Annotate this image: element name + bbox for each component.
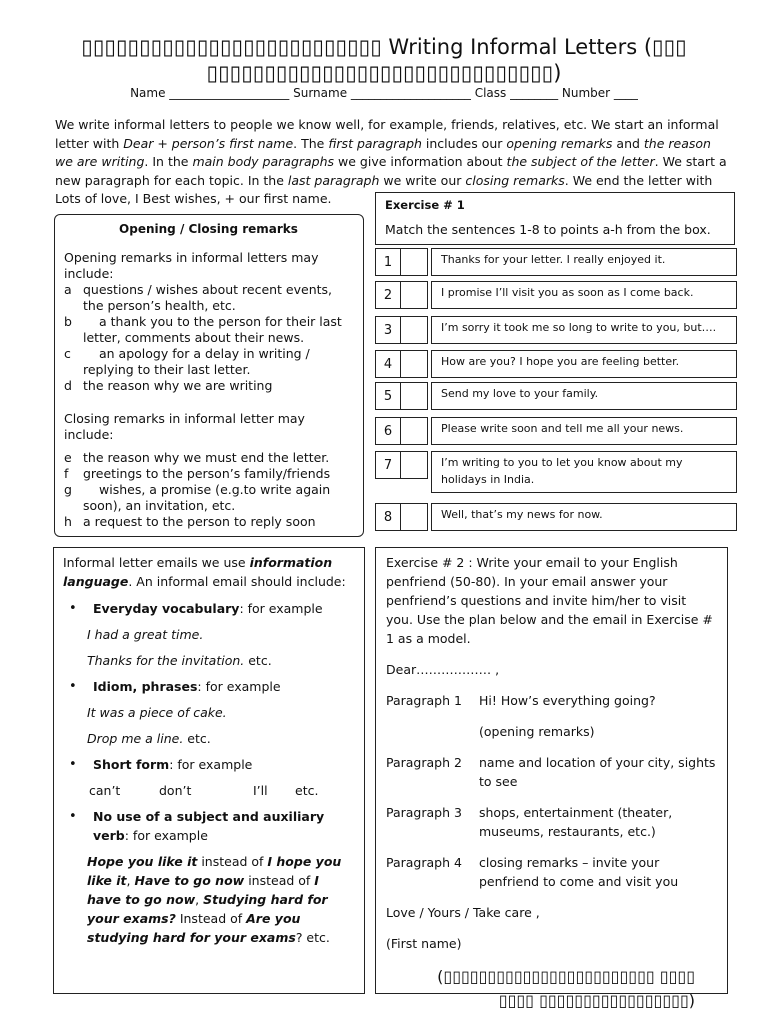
closing-remarks-list: [64, 450, 353, 530]
row-number: 8: [375, 503, 401, 531]
plan-row: Paragraph 4 closing remarks – invite your penfriend to come and visit you: [386, 855, 679, 889]
exercise1-title: Exercise # 1: [385, 198, 465, 212]
bullet-item: • No use of a subject and auxiliary verb: for example: [63, 807, 354, 845]
signoff-line: Love / Yours / Take care ,: [386, 905, 540, 920]
answer-box[interactable]: [401, 316, 428, 344]
answer-box[interactable]: [401, 417, 428, 445]
opening-remarks-intro: Opening remarks in informal letters may include:: [64, 250, 319, 281]
sentence: Please write soon and tell me all your news.: [431, 417, 737, 445]
answer-box[interactable]: [401, 281, 428, 309]
plan-row: (opening remarks): [479, 724, 595, 739]
short-forms-row: can’t don’t I’ll etc.: [89, 783, 319, 798]
answer-box[interactable]: [401, 248, 428, 276]
list-item: e the reason why we must end the letter.: [64, 450, 330, 465]
sentence: How are you? I hope you are feeling better.: [431, 350, 737, 378]
row-number: 2: [375, 281, 401, 309]
greeting-line: Dear……………… ,: [386, 662, 500, 677]
row-number: 1: [375, 248, 401, 276]
intro-paragraph: We write informal letters to people we know well, for example, friends, relatives, etc. We start an informal letter with Dear + person’s first name. The first paragraph includes our opening remarks and the reason we are writing. In the main body paragraphs we give information about the subject of the letter. We start a new paragraph for each topic. In the last paragraph we write our closing remarks. We end the letter with Lots of love, I Best wishes, + our first name.: [55, 117, 727, 206]
sentence: Well, that’s my news for now.: [431, 503, 737, 531]
remarks-box: [54, 214, 364, 537]
list-item: h a request to the person to reply soon: [64, 514, 316, 529]
closing-remarks-intro: Closing remarks in informal letter may include:: [64, 411, 305, 442]
row-number: 5: [375, 382, 401, 410]
remarks-heading: Opening / Closing remarks: [119, 222, 298, 236]
bullet-icon: •: [69, 679, 77, 694]
footnote-text: (▯▯▯▯▯▯▯▯▯▯▯▯▯▯▯▯▯▯▯▯▯▯▯▯ ▯▯▯▯ ▯▯▯▯ ▯▯▯▯▯▯▯▯▯▯▯▯▯▯▯▯▯): [437, 967, 695, 1010]
answer-box[interactable]: [401, 503, 428, 531]
exercise1-header-box: [375, 192, 735, 245]
language-intro: Informal letter emails we use information language. An informal email should include:: [63, 555, 346, 589]
example-text: Drop me a line. etc.: [87, 731, 211, 746]
exercise2-box: [375, 547, 728, 1010]
sentence: I promise I’ll visit you as soon as I come back.: [431, 281, 737, 309]
opening-remarks-list: [64, 282, 353, 394]
bullet-icon: •: [69, 601, 77, 616]
plan-row: Paragraph 1 Hi! How’s everything going?: [386, 693, 656, 708]
sentence: I’m sorry it took me so long to write to you, but….: [431, 316, 737, 344]
example-text: I had a great time.: [87, 627, 204, 642]
bullet-icon: •: [69, 809, 77, 824]
row-number: 4: [375, 350, 401, 378]
list-item: d the reason why we are writing: [64, 378, 273, 393]
list-item: a questions / wishes about recent events, the person’s health, etc.: [64, 282, 333, 313]
example-text: It was a piece of cake.: [87, 705, 227, 720]
row-number: 7: [375, 451, 401, 479]
answer-box[interactable]: [401, 382, 428, 410]
bullet-item: • Idiom, phrases: for example: [63, 677, 354, 696]
bullet-item: • Everyday vocabulary: for example: [63, 599, 354, 618]
exercise1-instruction: Match the sentences 1-8 to points a-h from the box.: [385, 222, 711, 237]
plan-row: Paragraph 2 name and location of your city, sights to see: [386, 755, 716, 789]
example-text: Hope you like it instead of I hope you like it, Have to go now instead of I have to go now, Studying hard for your exams? Instead of Are you studying hard for your exams? etc.: [87, 854, 342, 945]
list-item: f greetings to the person’s family/friends: [64, 466, 331, 481]
list-item: c an apology for a delay in writing / replying to their last letter.: [64, 346, 310, 377]
worksheet-title: ▯▯▯▯▯▯▯▯▯▯▯▯▯▯▯▯▯▯▯▯▯▯▯▯▯▯ Writing Informal Letters (▯▯▯ ▯▯▯▯▯▯▯▯▯▯▯▯▯▯▯▯▯▯▯▯▯▯▯▯▯▯▯▯▯▯): [81, 35, 687, 85]
sentence: I’m writing to you to let you know about my holidays in India.: [431, 451, 737, 493]
row-number: 3: [375, 316, 401, 344]
answer-box[interactable]: [401, 451, 428, 479]
example-text: Thanks for the invitation. etc.: [87, 653, 272, 668]
answer-box[interactable]: [401, 350, 428, 378]
plan-row: Paragraph 3 shops, entertainment (theater, museums, restaurants, etc.): [386, 805, 673, 839]
sentence: Send my love to your family.: [431, 382, 737, 410]
first-name-line: (First name): [386, 936, 462, 951]
row-number: 6: [375, 417, 401, 445]
list-item: g wishes, a promise (e.g.to write again soon), an invitation, etc.: [64, 482, 331, 513]
bullet-icon: •: [69, 757, 77, 772]
list-item: b a thank you to the person for their last letter, comments about their news.: [64, 314, 342, 345]
informal-language-box: [53, 547, 365, 994]
sentence: Thanks for your letter. I really enjoyed it.: [431, 248, 737, 276]
student-info-line: Name ____________________ Surname ____________________ Class ________ Number ____: [130, 86, 638, 100]
bullet-item: • Short form: for example: [63, 755, 354, 774]
exercise2-instruction: Exercise # 2 : Write your email to your English penfriend (50-80). In your email answer your penfriend’s questions and invite him/her to visit you. Use the plan below and the email in Exercise # 1 as a model.: [386, 555, 713, 646]
